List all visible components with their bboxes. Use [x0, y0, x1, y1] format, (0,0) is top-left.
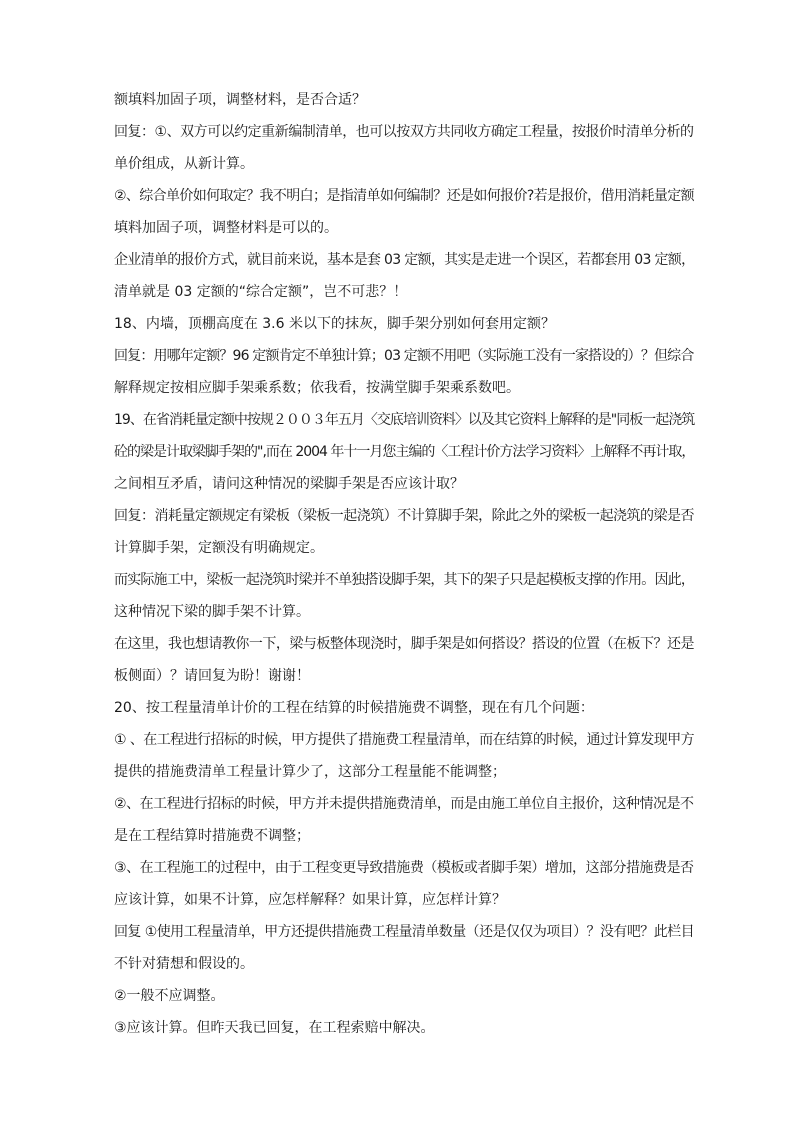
paragraph [114, 116, 694, 180]
paragraph [114, 180, 694, 244]
text-line: 回复：消耗量定额规定有梁板（梁板一起浇筑）不计算脚手架，除此之外的梁板一起浇筑的梁是否 [114, 508, 694, 524]
document-body [114, 84, 694, 1044]
paragraph [114, 244, 694, 308]
text-line: ③应该计算。但昨天我已回复，在工程索赔中解决。 [114, 1020, 435, 1036]
text-line: 回复 ①使用工程量清单，甲方还提供措施费工程量清单数量（还是仅仅为项目）？没有吧？此栏目 [114, 924, 695, 940]
text-line: 填料加固子项，调整材料是可以的。 [114, 220, 338, 236]
text-line: 应该计算，如果不计算，应怎样解释？如果计算，应怎样计算？ [114, 892, 506, 908]
text-line: 20、按工程量清单计价的工程在结算的时候措施费不调整，现在有几个问题： [114, 700, 594, 716]
text-line: ②一般不应调整。 [114, 988, 225, 1004]
text-line: 18、内墙，顶棚高度在 3.6 米以下的抹灰，脚手架分别如何套用定额？ [114, 316, 555, 332]
text-line: 回复：用哪年定额？96 定额肯定不单独计算；03 定额不用吧（实际施工没有一家搭设的）？但综合 [114, 348, 694, 364]
paragraph [114, 1012, 694, 1044]
text-line: 这种情况下梁的脚手架不计算。 [114, 604, 310, 620]
paragraph [114, 404, 694, 500]
paragraph [114, 916, 694, 980]
text-line: 板侧面）？请回复为盼！谢谢！ [114, 668, 310, 684]
text-line: ① 、在工程进行招标的时候，甲方提供了措施费工程量清单，而在结算的时候，通过计算发现甲方 [114, 732, 695, 748]
paragraph [114, 84, 694, 116]
paragraph [114, 500, 694, 564]
paragraph [114, 692, 694, 724]
paragraph [114, 980, 694, 1012]
paragraph [114, 340, 694, 404]
text-line: 企业清单的报价方式，就目前来说，基本是套 03 定额，其实是走进一个误区，若都套用 03 定额， [114, 252, 695, 268]
text-line: 计算脚手架，定额没有明确规定。 [114, 540, 324, 556]
text-line: 清单就是 03 定额的“综合定额”，岂不可悲？！ [114, 284, 408, 300]
paragraph [114, 628, 694, 692]
paragraph [114, 308, 694, 340]
paragraph [114, 724, 694, 788]
text-line: ②、综合单价如何取定？我不明白；是指清单如何编制？还是如何报价?若是报价，借用消耗量定额 [114, 188, 694, 204]
text-line: 19、在省消耗量定额中按规２００３年五月〈交底培训资料〉以及其它资料上解释的是"同板一起浇筑 [114, 412, 695, 428]
text-line: 之间相互矛盾，请问这种情况的梁脚手架是否应该计取？ [114, 476, 464, 492]
text-line: ②、在工程进行招标的时候，甲方并未提供措施费清单，而是由施工单位自主报价，这种情况是不 [114, 796, 694, 812]
paragraph [114, 564, 694, 628]
text-line: 而实际施工中，梁板一起浇筑时梁并不单独搭设脚手架，其下的架子只是起模板支撑的作用。因此， [114, 572, 695, 588]
text-line: ③、在工程施工的过程中，由于工程变更导致措施费（模板或者脚手架）增加，这部分措施费是否 [114, 860, 694, 876]
text-line: 是在工程结算时措施费不调整； [114, 828, 310, 844]
paragraph [114, 852, 694, 916]
text-line: 单价组成，从新计算。 [114, 156, 254, 172]
text-line: 解释规定按相应脚手架乘系数；依我看，按满堂脚手架乘系数吧。 [114, 380, 520, 396]
text-line: 额填料加固子项，调整材料，是否合适？ [114, 92, 366, 108]
text-line: 砼的梁是计取梁脚手架的",而在 2004 年十一月您主编的〈工程计价方法学习资料〉上解释不再计取， [114, 444, 695, 460]
text-line: 不针对猜想和假设的。 [114, 956, 254, 972]
paragraph [114, 788, 694, 852]
text-line: 回复：①、双方可以约定重新编制清单，也可以按双方共同收方确定工程量，按报价时清单分析的 [114, 124, 694, 140]
text-line: 在这里，我也想请教你一下，梁与板整体现浇时，脚手架是如何搭设？搭设的位置（在板下？还是 [114, 636, 694, 652]
text-line: 提供的措施费清单工程量计算少了，这部分工程量能不能调整； [114, 764, 506, 780]
